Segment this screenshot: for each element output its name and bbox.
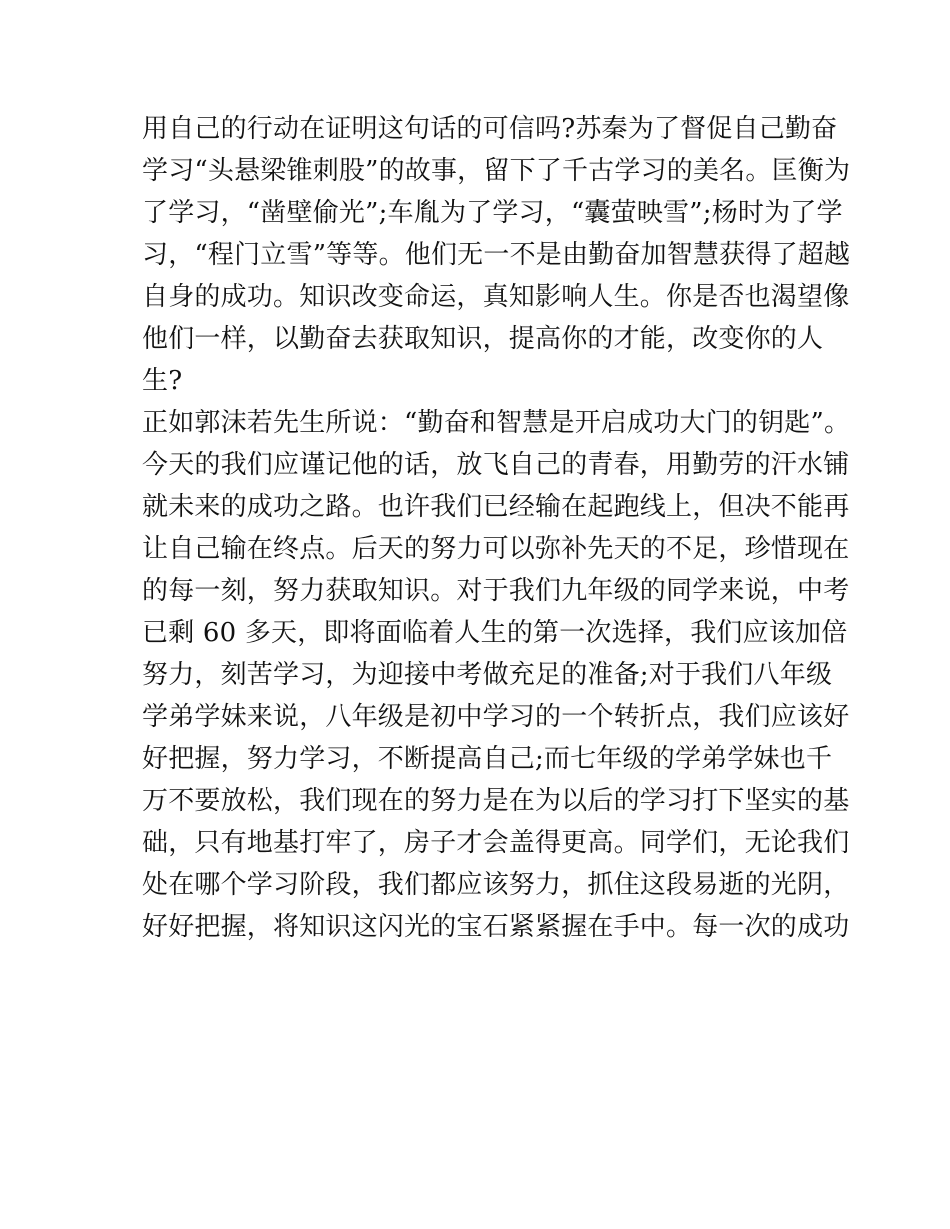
text-line: 就未来的成功之路。也许我们已经输在起跑线上，但决不能再 <box>142 492 850 522</box>
text-line: 好好把握，将知识这闪光的宝石紧紧握在手中。每一次的成功 <box>142 912 850 942</box>
text-line: 用自己的行动在证明这句话的可信吗?苏秦为了督促自己勤奋 <box>142 114 838 144</box>
text-line: 了学习，“凿壁偷光”;车胤为了学习，“囊萤映雪”;杨时为了学 <box>142 198 843 228</box>
text-line: 处在哪个学习阶段，我们都应该努力，抓住这段易逝的光阴， <box>142 870 850 900</box>
text-line: 已剩 60 多天，即将面临着人生的第一次选择，我们应该加倍 <box>142 618 848 648</box>
text-line: 生? <box>142 366 183 396</box>
text-line: 正如郭沫若先生所说：“勤奋和智慧是开启成功大门的钥匙”。 <box>142 408 851 438</box>
text-line: 础，只有地基打牢了，房子才会盖得更高。同学们，无论我们 <box>142 828 850 858</box>
text-line: 今天的我们应谨记他的话，放飞自己的青春，用勤劳的汗水铺 <box>142 450 850 480</box>
text-line: 学弟学妹来说，八年级是初中学习的一个转折点，我们应该好 <box>142 702 850 732</box>
text-line: 习，“程门立雪”等等。他们无一不是由勤奋加智慧获得了超越 <box>142 240 851 270</box>
text-line: 学习“头悬梁锥刺股”的故事，留下了千古学习的美名。匡衡为 <box>142 156 851 186</box>
text-line: 他们一样，以勤奋去获取知识，提高你的才能，改变你的人 <box>142 324 824 354</box>
text-line: 好把握，努力学习，不断提高自己;而七年级的学弟学妹也千 <box>142 744 833 774</box>
text-line: 努力，刻苦学习，为迎接中考做充足的准备;对于我们八年级 <box>142 660 833 690</box>
text-line: 的每一刻，努力获取知识。对于我们九年级的同学来说，中考 <box>142 576 850 606</box>
text-line: 万不要放松，我们现在的努力是在为以后的学习打下坚实的基 <box>142 786 850 816</box>
text-line: 让自己输在终点。后天的努力可以弥补先天的不足，珍惜现在 <box>142 534 850 564</box>
body-text <box>142 108 851 948</box>
text-line: 自身的成功。知识改变命运，真知影响人生。你是否也渴望像 <box>142 282 850 312</box>
